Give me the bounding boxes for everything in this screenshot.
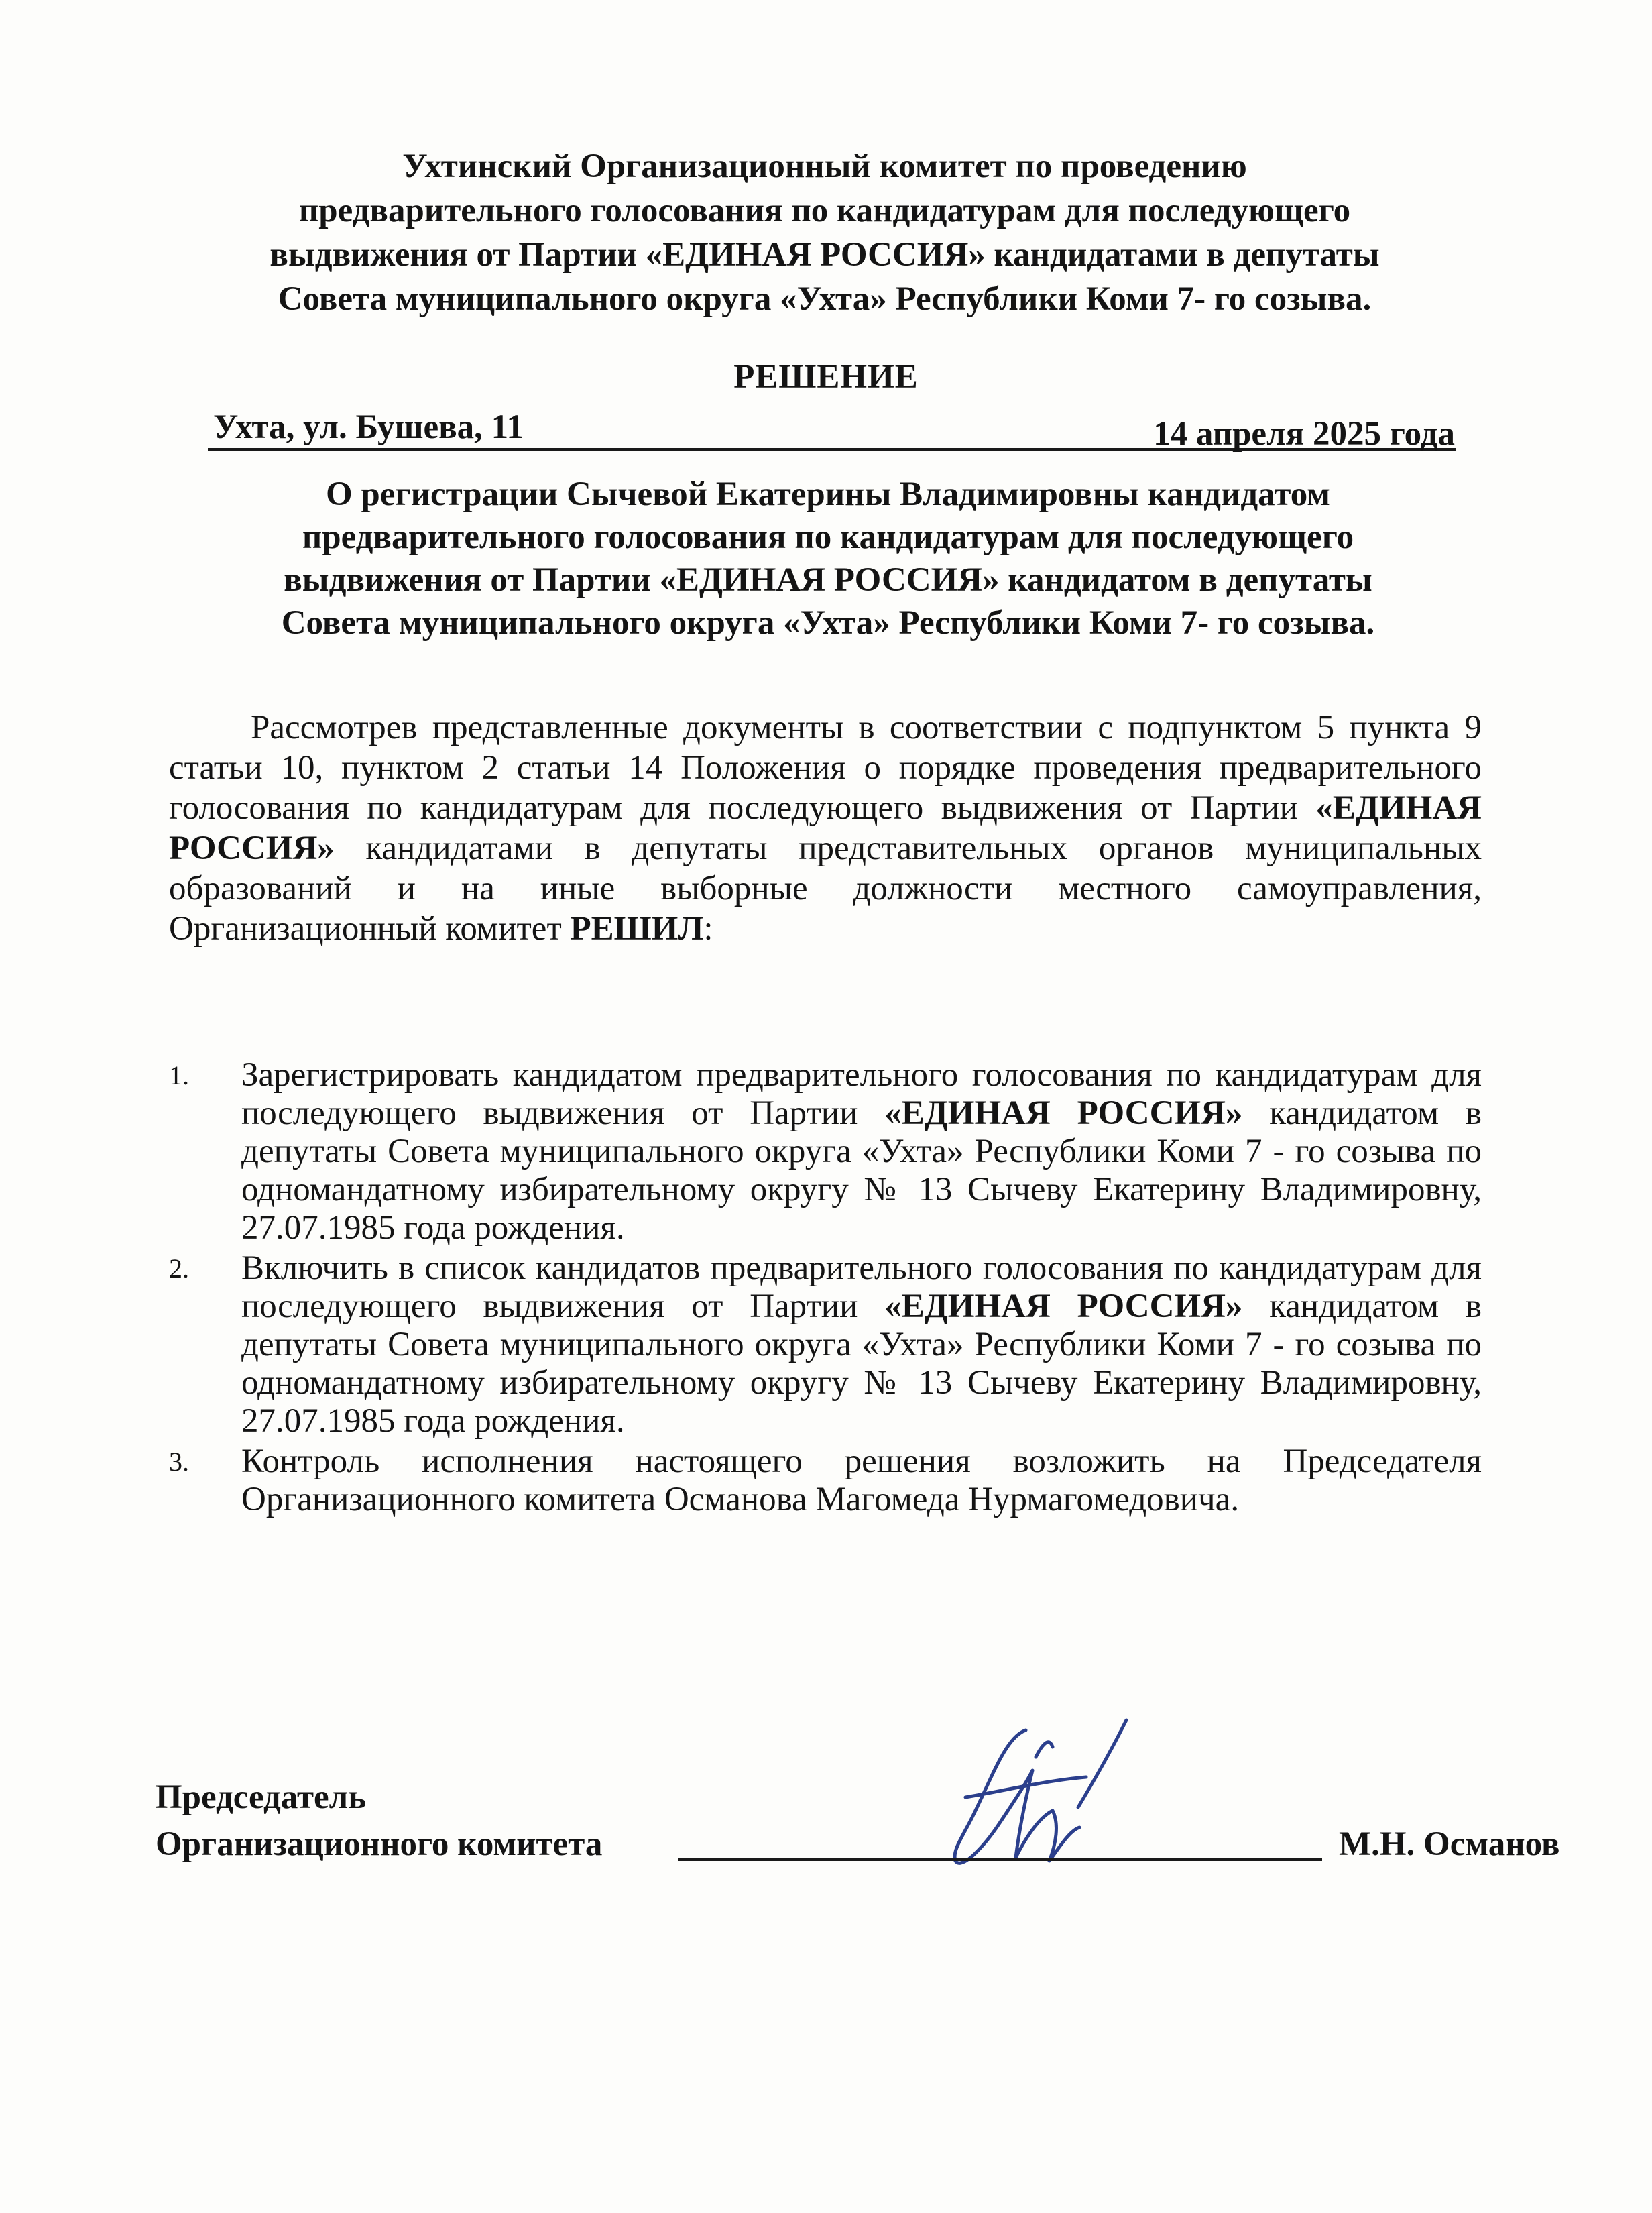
place-date-line <box>208 402 1456 451</box>
signature-block <box>156 1774 1560 1868</box>
document-type-title: РЕШЕНИЕ <box>733 358 919 396</box>
date-text: 14 апреля 2025 года <box>1153 415 1455 453</box>
item-number: 2. <box>169 1253 189 1284</box>
item-text: Контроль исполнения настоящего решения возложить на Председателя Организационного комитета Османова Магомеда Нурмагомедовича. <box>241 1442 1482 1518</box>
decision-subject <box>161 473 1495 644</box>
item-number: 3. <box>169 1446 189 1477</box>
header-line: Совета муниципального округа «Ухта» Республики Коми 7- го созыва. <box>278 280 1372 318</box>
subject-line: Совета муниципального округа «Ухта» Республики Коми 7- го созыва. <box>281 604 1375 642</box>
signer-name: М.Н. Османов <box>1339 1825 1560 1863</box>
item-number: 1. <box>169 1060 189 1090</box>
subject-line: выдвижения от Партии «ЕДИНАЯ РОССИЯ» кандидатом в депутаты <box>284 561 1372 599</box>
signer-title-line2: Организационного комитета <box>156 1825 603 1863</box>
item-text: кандидатом в депутаты Совета муниципального округа «Ухта» Республики Коми 7 - го созыва по одномандатному избирательному округу № 13 Сычеву Екатерину Владимировну, 27.07.1985 года рождения. <box>241 1288 1482 1440</box>
subject-line: О регистрации Сычевой Екатерины Владимировны кандидатом <box>326 475 1330 513</box>
preamble-text: : <box>703 910 713 948</box>
preamble-paragraph <box>169 707 1482 949</box>
signature-underline <box>678 1858 1322 1861</box>
list-item <box>169 1442 1482 1519</box>
item-text: Зарегистрировать кандидатом предварительного голосования по кандидатурам для последующего выдвижения от Партии <box>241 1056 1482 1132</box>
decided-word: РЕШИЛ <box>570 910 704 948</box>
committee-header <box>154 144 1495 321</box>
decision-items-list <box>169 1056 1482 1521</box>
subject-line: предварительного голосования по кандидатурам для последующего <box>302 518 1354 556</box>
preamble-text: Рассмотрев представленные документы в соответствии с подпунктом 5 пункта 9 статьи 10, пунктом 2 статьи 14 Положения о порядке проведения предварительного голосования по кандидатурам для последующего выдвижения от Партии <box>169 709 1482 827</box>
signature-row <box>156 1821 1560 1868</box>
list-item <box>169 1056 1482 1247</box>
header-line: выдвижения от Партии «ЕДИНАЯ РОССИЯ» кандидатами в депутаты <box>270 236 1380 274</box>
signer-title-line1: Председатель <box>156 1778 367 1816</box>
list-item <box>169 1249 1482 1440</box>
item-text: Включить в список кандидатов предварительного голосования по кандидатурам для последующего выдвижения от Партии <box>241 1249 1482 1325</box>
place-text: Ухта, ул. Бушева, 11 <box>213 408 524 446</box>
item-text: кандидатом в депутаты Совета муниципального округа «Ухта» Республики Коми 7 - го созыва по одномандатному избирательному округу № 13 Сычеву Екатерину Владимировну, 27.07.1985 года рождения. <box>241 1094 1482 1247</box>
header-line: предварительного голосования по кандидатурам для последующего <box>298 192 1351 229</box>
header-line: Ухтинский Организационный комитет по проведению <box>402 148 1247 185</box>
party-name: «ЕДИНАЯ РОССИЯ» <box>169 789 1482 867</box>
party-name: «ЕДИНАЯ РОССИЯ» <box>884 1094 1243 1132</box>
preamble-text: кандидатами в депутаты представительных органов муниципальных образований и на иные выборные должности местного самоуправления, Организационный комитет <box>169 830 1482 948</box>
party-name: «ЕДИНАЯ РОССИЯ» <box>884 1288 1243 1325</box>
